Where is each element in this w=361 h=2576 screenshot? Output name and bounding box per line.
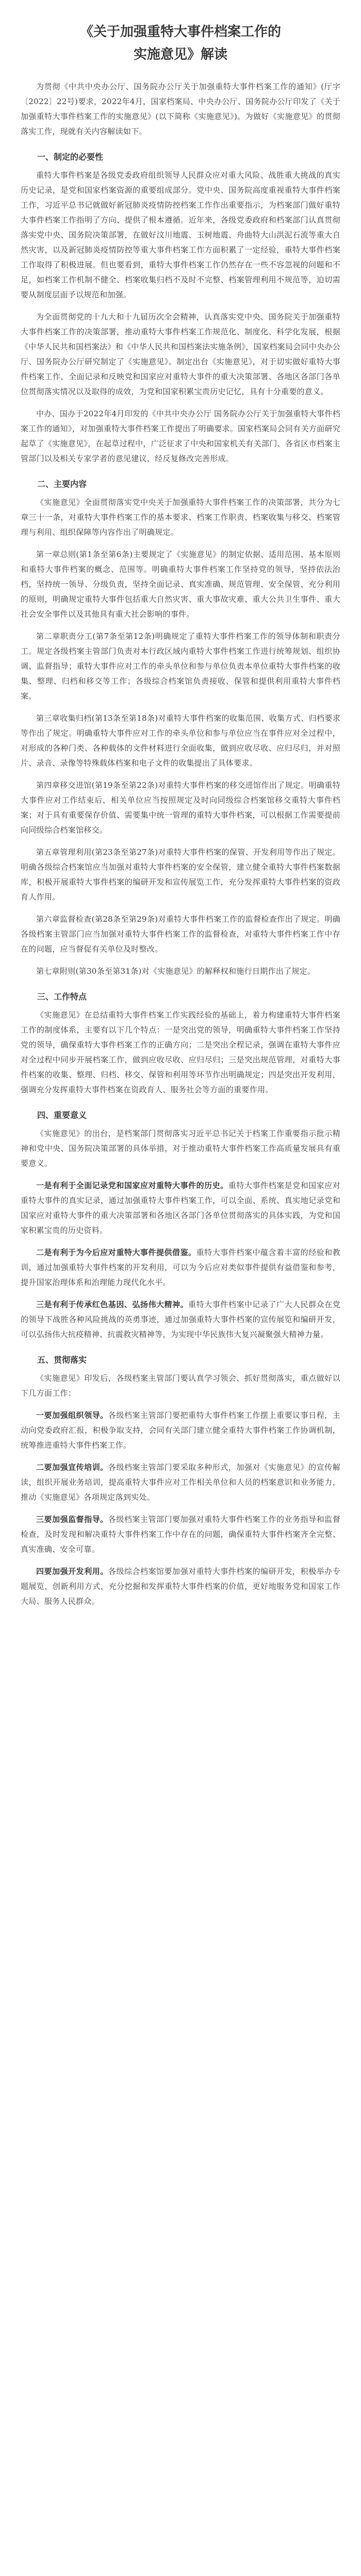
paragraph-text: 各级档案主管部门要加强对重特大事件档案工作的业务指导和监督检查，及时发现和解决重特大事件档案工作中存在的问题，确保重特大事件档案齐全完整、真实准确、安全可靠。	[21, 1515, 341, 1554]
title-line-2: 实施意见》解读	[133, 47, 227, 62]
document-body	[21, 79, 340, 1609]
body-paragraph	[21, 964, 340, 979]
body-paragraph	[21, 1460, 340, 1505]
paragraph-text: 第一章总则(第1条至第6条)主要规定了《实施意见》的制定依据、适用范围、基本原则和重特大事件档案的概念、范围等。明确重特大事件档案工作坚持党的领导，坚持依法治档，坚持统一领导、分级负责，坚持全面记录、真实准确、规范管理、安全保管、充分利用的原则，明确规定重特大事件包括重大自然灾害、重大事故灾难、重大公共卫生事件、重大社会安全事件以及其他具有重大社会影响的事件。	[21, 550, 340, 619]
paragraph-text: 第六章监督检查(第28条至第29条)对重特大事件档案工作的监督检查作出了规定。明确各级档案主管部门应当加强对重特大事件档案工作的监督检查，对重特大事件档案工作中存在的问题，应当督促有关单位及时整改。	[21, 914, 340, 954]
body-paragraph	[21, 629, 340, 704]
body-paragraph	[21, 547, 340, 622]
section-heading: 三、工作特点	[37, 992, 87, 1002]
body-paragraph	[21, 778, 340, 838]
body-paragraph	[21, 1408, 340, 1453]
paragraph-text: 第二章职责分工(第7条至第12条)明确规定了重特大事件档案工作的领导体制和职责分工。规定各级档案主管部门负责对本行政区域内重特大事件档案工作进行统筹规划、组织协调、监督指导；重特大事件应对工作的牵头单位和参与单位负责本单位重特大事件档案的收集、整理、归档和移交等工作；各级综合档案馆负责接收、保管和提供利用重特大事件档案。	[21, 632, 340, 701]
paragraph-text: 各级档案主管部门要采取多种形式，加强对《实施意见》的宣传解读，组织开展业务培训，提高重特大事件应对工作相关单位和人员的档案意识和业务能力，推动《实施意见》各项规定落到实处。	[21, 1463, 341, 1502]
paragraph-lead: 二是有利于为今后应对重特大事件提供借鉴。	[36, 1248, 196, 1257]
document-title	[21, 21, 340, 66]
paragraph-lead: 四要加强开发利用。	[36, 1567, 108, 1576]
paragraph-text: 各级综合档案馆要加强对重特大事件档案的编研开发，积极举办专题展览，创新利用方式，充分挖掘和发挥重特大事件档案的价值，更好地服务党和国家工作大局、服务人民群众。	[21, 1567, 341, 1606]
body-paragraph	[21, 406, 340, 466]
body-paragraph	[21, 310, 340, 399]
body-paragraph	[21, 1008, 340, 1097]
body-paragraph	[21, 1564, 340, 1609]
section-heading: 二、主要内容	[37, 479, 87, 489]
paragraph-text: 为贯彻《中共中央办公厅、国务院办公厅关于加强重特大事件档案工作的通知》(厅字〔2022〕22号)要求，2022年4月，国家档案局、中央办公厅、国务院办公厅印发了《关于加强重特大事件档案工作的实施意见》(以下简称《实施意见》)。为做好《实施意见》的贯彻落实工作，现就有关内容解读如下。	[21, 82, 340, 136]
body-paragraph	[21, 1178, 340, 1238]
section-heading: 四、重要意义	[37, 1110, 87, 1120]
paragraph-lead: 三是有利于传承红色基因、弘扬伟大精神。	[36, 1300, 189, 1309]
paragraph-text: 第五章管理利用(第23条至第27条)对重特大事件档案的保管、开发利用等作出了规定。明确各级综合档案馆应当加强对重特大事件档案的安全保管，建立健全重特大事件档案数据库，积极开展重特大事件档案的编研开发和宣传展览工作，充分发挥重特大事件档案的资政育人作用。	[21, 848, 340, 902]
paragraph-text: 重特大事件档案是各级党委政府组织领导人民群众应对重大风险、战胜重大挑战的真实历史记录，是党和国家档案资源的重要组成部分。党中央、国务院高度重视重特大事件档案工作，习近平总书记就做好新冠肺炎疫情防控档案工作作出重要指示，为档案部门做好重特大事件档案工作指明了方向、提供了根本遵循。近年来，各级党委政府和档案部门认真贯彻落实党中央、国务院决策部署，在做好汶川地震、玉树地震、舟曲特大山洪泥石流等重大自然灾害，以及新冠肺炎疫情防控等重大事件档案工作方面积累了一定经验，重特大事件档案工作取得了积极进展。但也要看到，重特大事件档案工作仍然存在一些不容忽视的问题和不足，如档案工作机制不健全、档案收集归档不及时不完整、档案管理利用不规范等，迫切需要从制度层面予以规范和加强。	[21, 171, 340, 299]
section-heading: 一、制定的必要性	[37, 152, 104, 162]
section-heading: 五、贯彻落实	[37, 1355, 87, 1365]
body-paragraph	[21, 845, 340, 905]
paragraph-text: 重特大事件档案中记录了广大人民群众在党的领导下战胜各种风险挑战的英勇事迹，通过加强重特大事件档案的宣传展览和编研开发，可以弘扬伟大抗疫精神、抗震救灾精神等，为实现中华民族伟大复兴凝聚强大精神力量。	[21, 1300, 341, 1339]
paragraph-text: 《实施意见》印发后，各级档案主管部门要认真学习领会、抓好贯彻落实，重点做好以下几方面工作：	[21, 1374, 340, 1398]
body-paragraph	[21, 1512, 340, 1557]
paragraph-text: 中办、国办于2022年4月印发的《中共中央办公厅 国务院办公厅关于加强重特大事件档案工作的通知》，对加强重特大事件档案工作提出了明确要求。国家档案局会同有关方面研究起草了《实施意见》，在起草过程中，广泛征求了中央和国家机关有关部门、各省区市档案主管部门以及相关专家学者的意见建议，经反复修改完善形成。	[21, 409, 340, 463]
title-line-1: 《关于加强重特大事件档案工作的	[79, 24, 281, 40]
body-paragraph	[21, 168, 340, 302]
paragraph-lead: 三要加强监督指导。	[36, 1515, 108, 1524]
paragraph-text: 《实施意见》的出台，是档案部门贯彻落实习近平总书记关于档案工作重要指示批示精神和党中央、国务院决策部署的具体举措，对于推动重特大事件档案工作高质量发展具有重要意义。	[21, 1129, 340, 1168]
body-paragraph	[21, 711, 340, 771]
paragraph-text: 重特大事件档案中蕴含着丰富的经验和教训，通过加强重特大事件档案的开发利用，可以为今后应对类似事件提供有益借鉴和参考，提升国家治理体系和治理能力现代化水平。	[21, 1248, 340, 1287]
body-paragraph	[21, 1371, 340, 1401]
paragraph-text: 第四章移交进馆(第19条至第22条)对重特大事件档案的移交进馆作出了规定。明确重特大事件应对工作结束后，相关单位应当按照规定及时向同级综合档案馆移交重特大事件档案；对于具有重要保存价值、需要集中统一管理的重特大事件档案，可以根据工作需要提前向同级综合档案馆移交。	[21, 781, 340, 835]
paragraph-text: 第三章收集归档(第13条至第18条)对重特大事件档案的收集范围、收集方式、归档要求等作出了规定。明确重特大事件应对工作的牵头单位和参与单位应当在事件应对全过程中，对形成的各种门类、各种载体的文件材料进行全面收集，做到应收尽收、应归尽归，并对照片、录音、录像等特殊载体档案和电子文件的收集提出了具体要求。	[21, 714, 340, 768]
paragraph-lead: 一要加强组织领导。	[36, 1411, 108, 1420]
body-paragraph	[21, 1297, 340, 1342]
body-paragraph	[21, 912, 340, 957]
body-paragraph	[21, 1126, 340, 1171]
paragraph-text: 为全面贯彻党的十九大和十九届历次全会精神，认真落实党中央、国务院关于加强重特大事件档案工作的决策部署，推动重特大事件档案工作规范化、制度化、科学化发展，根据《中华人民共和国档案法》和《中华人民共和国档案法实施条例》，国家档案局会同中央办公厅、国务院办公厅研究制定了《实施意见》。制定出台《实施意见》，对于切实做好重特大事件档案工作，全面记录和反映党和国家应对重特大事件的重大决策部署、各地区各部门各单位贯彻落实情况以及取得的成效，为党和国家积累宝贵历史记忆，具有十分重要的意义。	[21, 312, 340, 396]
paragraph-text: 重特大事件档案是党和国家应对重特大事件的真实记录，通过加强重特大事件档案工作，可以全面、系统、真实地记录党和国家应对重特大事件的重大决策部署和各地区各部门各单位贯彻落实的具体实践，为党和国家积累宝贵的历史资料。	[21, 1181, 341, 1235]
body-paragraph	[21, 1245, 340, 1290]
body-paragraph	[21, 495, 340, 540]
body-paragraph	[21, 79, 340, 139]
paragraph-text: 《实施意见》全面贯彻落实党中央关于加强重特大事件档案工作的决策部署，共分为七章三十一条，对重特大事件档案工作的基本要求、档案工作职责、档案收集与移交、档案管理与利用、组织保障等内容作出了明确规定。	[21, 498, 340, 537]
paragraph-text: 第七章附则(第30条至第31条)对《实施意见》的解释权和施行日期作出了规定。	[36, 967, 316, 976]
paragraph-text: 各级档案主管部门要把重特大事件档案工作摆上重要议事日程，主动向党委政府汇报，积极争取支持，会同有关部门建立健全重特大事件档案工作协调机制，统筹推进重特大事件档案工作。	[21, 1411, 341, 1450]
paragraph-text: 《实施意见》在总结重特大事件档案工作实践经验的基础上，着力构建重特大事件档案工作的制度体系，主要有以下几个特点：一是突出党的领导，明确重特大事件档案工作坚持党的领导，确保重特大事件档案工作的正确方向；二是突出全程记录，强调在重特大事件应对全过程中同步开展档案工作，做到应收尽收、应归尽归；三是突出规范管理，对重特大事件档案的收集、整理、归档、移交、保管和利用等环节作出明确规定；四是突出开发利用，强调充分发挥重特大事件档案在资政育人、服务社会等方面的重要作用。	[21, 1010, 340, 1094]
paragraph-lead: 二要加强宣传培训。	[36, 1463, 108, 1472]
paragraph-lead: 一是有利于全面记录党和国家应对重特大事件的历史。	[36, 1181, 228, 1190]
